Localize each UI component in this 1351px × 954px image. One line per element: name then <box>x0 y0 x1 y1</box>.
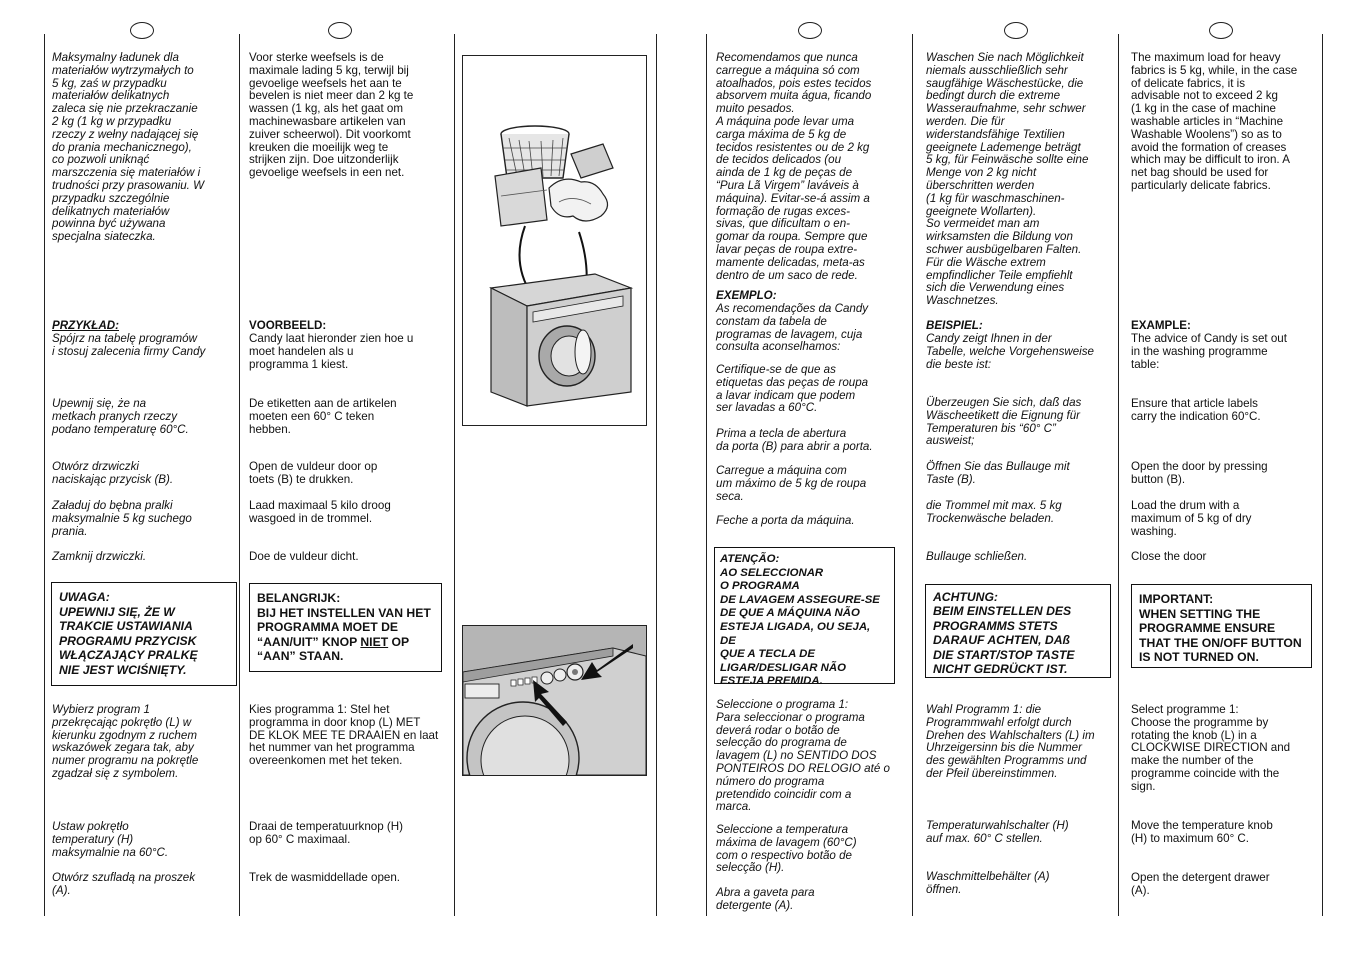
illustration-control-panel <box>462 625 647 776</box>
portuguese-step-labels: Certifique-se de que as etiquetas das peças de roupa a lavar indicam que podem ser lavadas a 60°C. <box>716 363 869 415</box>
portuguese-step-close: Feche a porta da máquina. <box>716 514 855 527</box>
portuguese-intro: Recomendamos que nunca carregue a máquina só com atoalhados, pois estes tecidos absorvem muita água, ficando muito pesados. A máquina pode levar uma carga máxima de 5 kg de tecidos resistentes ou de 2 kg de tecidos delicados (ou ainda de 1 kg de peças de “Pura Lã Virgem” laváveis à máquina). Evitar-se-á assim a formação de rugas exces- sivas, que dificultam o en- gomar da roupa. Sempre que lavar peças de roupa extre- mamente delicadas, meta-as dentro de um saco de rede. <box>716 51 872 282</box>
dutch-column <box>249 48 445 908</box>
column-divider <box>454 34 455 916</box>
english-step-door: Open the door by pressing button (B). <box>1131 460 1268 486</box>
portuguese-step-temperature: Seleccione a temperatura máxima de lavagem (60°C) com o respectivo botão de selecção (H). <box>716 823 857 875</box>
dutch-example-text: Candy laat hieronder zien hoe u moet handelen als u programma 1 kiest. <box>249 332 414 371</box>
dutch-step-close: Doe de vuldeur dicht. <box>249 550 359 563</box>
language-flag-oval <box>1004 22 1028 39</box>
polish-example-text: Spójrz na tabelę programów i stosuj zalecenia firmy Candy <box>52 332 206 358</box>
dutch-example-heading: VOORBEELD: <box>249 319 327 332</box>
polish-step-close: Zamknij drzwiczki. <box>52 550 147 563</box>
english-step-labels: Ensure that article labels carry the indication 60°C. <box>1131 397 1261 423</box>
german-step-program: Wahl Programm 1: die Programmwahl erfolgt durch Drehen des Wahlschalters (L) im Uhrzeigersinn bis die Nummer des gewählten Programms und der Pfeil übereinstimmen. <box>926 703 1095 780</box>
polish-step-temperature: Ustaw pokrętło temperatury (H) maksymalnie na 60°C. <box>52 820 169 859</box>
german-column <box>926 48 1112 908</box>
illustration-loading-laundry <box>462 55 647 426</box>
control-panel-drawing <box>463 626 646 775</box>
german-step-door: Öffnen Sie das Bullauge mit Taste (B). <box>926 460 1070 486</box>
german-step-labels: Überzeugen Sie sich, daß das Wäscheetikett die Eignung für Temperaturen bis “60° C” ausweist; <box>926 396 1082 448</box>
polish-step-program: Wybierz program 1 przekręcając pokrętło (L) w kierunku zgodnym z ruchem wskazówek zegara tak, aby numer programu na pokrętle zgadzał się z symbolem. <box>52 703 199 780</box>
english-step-drawer: Open the detergent drawer (A). <box>1131 871 1270 897</box>
polish-step-drawer: Otwórz szufladą na proszek (A). <box>52 871 196 897</box>
loading-laundry-drawing <box>463 56 646 425</box>
portuguese-step-drawer: Abra a gaveta para detergente (A). <box>716 886 815 912</box>
portuguese-step-load: Carregue a máquina com um máximo de 5 kg de roupa seca. <box>716 464 867 503</box>
polish-intro: Maksymalny ładunek dla materiałów wytrzymałych to 5 kg, zaś w przypadku materiałów delikatnych zaleca się nie przekraczanie 2 kg (1 kg w przypadku rzeczy z wełny nadającej się do prania mechanicznego), co pozwoli uniknąć marszczenia się materiałów i trudności przy prasowaniu. W przypadku szczególnie delikatnych materiałów powinna być używana specjalna siateczka. <box>52 51 205 244</box>
dutch-step-drawer: Trek de wasmiddellade open. <box>249 871 401 884</box>
language-flag-oval <box>798 22 822 39</box>
portuguese-warning-box: ATENÇÃO: AO SELECCIONAR O PROGRAMA DE LAVAGEM ASSEGURE-SE DE QUE A MÁQUINA NÃO ESTEJA LIGADA, OU SEJA, DE QUE A TECLA DE LIGAR/DESLIGAR NÃO ESTEJA PREMIDA. <box>714 547 895 684</box>
portuguese-example-text: As recomendações da Candy constam da tabela de programas de lavagem, cuja consulta aconselhamos: <box>716 302 869 354</box>
german-intro: Waschen Sie nach Möglichkeit niemals ausschließlich sehr saugfähige Wäschestücke, die bedingt durch die extreme Wasseraufnahme, sehr schwer werden. Die für widerstandsfähige Textilien geeignete Lademenge beträgt 5 kg, für Feinwäsche sollte eine Menge von 2 kg nicht überschritten werden (1 kg für waschmaschinen- geeignete Wollarten). So vermeidet man am wirksamsten die Bildung von schwer ausbügelbaren Falten. Für die Wäsche extrem empfindlicher Teile empfiehlt sich die Verwendung eines Waschnetzes. <box>926 51 1089 308</box>
dutch-step-temperature: Draai de temperatuurknop (H) op 60° C maximaal. <box>249 820 404 846</box>
column-divider <box>1322 34 1323 916</box>
portuguese-column <box>716 48 911 912</box>
english-example-text: The advice of Candy is set out in the washing programme table: <box>1131 332 1287 371</box>
column-divider <box>912 34 913 916</box>
german-step-load: die Trommel mit max. 5 kg Trockenwäsche beladen. <box>926 499 1062 525</box>
english-step-close: Close the door <box>1131 550 1207 563</box>
german-example-heading: BEISPIEL: <box>926 319 983 332</box>
german-step-temperature: Temperaturwahlschalter (H) auf max. 60° C stellen. <box>926 819 1069 845</box>
polish-step-load: Załaduj do bębna pralki maksymalnie 5 kg suchego prania. <box>52 499 192 538</box>
dutch-step-program: Kies programma 1: Stel het programma in door knop (L) MET DE KLOK MEE TE DRAAIEN en laat het nummer van het programma overeenkomen met het teken. <box>249 703 439 768</box>
english-step-load: Load the drum with a maximum of 5 kg of dry washing. <box>1131 499 1252 538</box>
english-example-heading: EXAMPLE: <box>1131 319 1191 332</box>
dutch-step-door: Open de vuldeur door op toets (B) te drukken. <box>249 460 378 486</box>
column-divider <box>1118 34 1119 916</box>
english-intro: The maximum load for heavy fabrics is 5 kg, while, in the case of delicate fabrics, it is advisable not to exceed 2 kg (1 kg in the case of machine washable articles in “Machine Washable Woolens”) so as to avoid the formation of creases which may be difficult to iron. A net bag should be used for particularly delicate fabrics. <box>1131 51 1298 192</box>
english-step-program: Select programme 1: Choose the programme by rotating the knob (L) in a CLOCKWISE DIRECTION and make the number of the programme coincide with the sign. <box>1131 703 1291 793</box>
column-divider <box>656 34 657 916</box>
portuguese-step-door: Prima a tecla de abertura da porta (B) para abrir a porta. <box>716 427 873 453</box>
german-step-drawer: Waschmittelbehälter (A) öffnen. <box>926 870 1050 896</box>
dutch-warning-box: BELANGRIJK: BIJ HET INSTELLEN VAN HET PROGRAMMA MOET DE “AAN/UIT” KNOP NIET OP “AAN” STAAN. <box>249 583 442 672</box>
dutch-step-load: Laad maximaal 5 kilo droog wasgoed in de trommel. <box>249 499 391 525</box>
dutch-intro: Voor sterke weefsels is de maximale lading 5 kg, terwijl bij gevoelige weefsels het aan te bevelen is niet meer dan 2 kg te wassen (1 kg, als het gaat om machinewasbare artikelen van zuiver scheerwol). Dit voorkomt kreuken die moeilijk weg te strijken zijn. Doe uitzonderlijk gevoelige weefsels in een net. <box>249 51 414 180</box>
column-divider <box>239 34 240 916</box>
dutch-warning-niet: NIET <box>360 634 389 649</box>
column-divider <box>706 34 707 916</box>
polish-example-heading: PRZYKŁAD: <box>52 319 119 332</box>
language-flag-oval <box>328 22 352 39</box>
german-step-close: Bullauge schließen. <box>926 550 1028 563</box>
english-step-temperature: Move the temperature knob (H) to maximum 60° C. <box>1131 819 1273 845</box>
english-column <box>1131 48 1313 908</box>
polish-column <box>52 48 238 908</box>
language-flag-oval <box>130 22 154 39</box>
portuguese-example-heading: EXEMPLO: <box>716 289 777 302</box>
dutch-step-labels: De etiketten aan de artikelen moeten een 60° C teken hebben. <box>249 397 397 436</box>
english-warning-box: IMPORTANT: WHEN SETTING THE PROGRAMME ENSURE THAT THE ON/OFF BUTTON IS NOT TURNED ON. <box>1131 584 1312 668</box>
language-flag-oval <box>1209 22 1233 39</box>
polish-warning-box: UWAGA: UPEWNIJ SIĘ, ŻE W TRAKCIE USTAWIANIA PROGRAMU PRZYCISK WŁĄCZAJĄCY PRALKĘ NIE JEST WCIŚNIĘTY. <box>51 582 237 686</box>
polish-step-labels: Upewnij się, że na metkach pranych rzeczy podano temperaturę 60°C. <box>52 397 189 436</box>
column-divider <box>44 34 45 916</box>
german-warning-box: ACHTUNG: BEIM EINSTELLEN DES PROGRAMMS STETS DARAUF ACHTEN, DAß DIE START/STOP TASTE NICHT GEDRÜCKT IST. <box>925 584 1111 678</box>
german-example-text: Candy zeigt Ihnen in der Tabelle, welche Vorgehensweise die beste ist: <box>926 332 1095 371</box>
polish-step-door: Otwórz drzwiczki naciskając przycisk (B). <box>52 460 174 486</box>
portuguese-step-program: Seleccione o programa 1: Para seleccionar o programa deverá rodar o botão de selecção do programa de lavagem (L) no SENTIDO DOS PONTEIROS DO RELOGIO até o número do programa pretendido coincidir com a marca. <box>716 698 890 814</box>
